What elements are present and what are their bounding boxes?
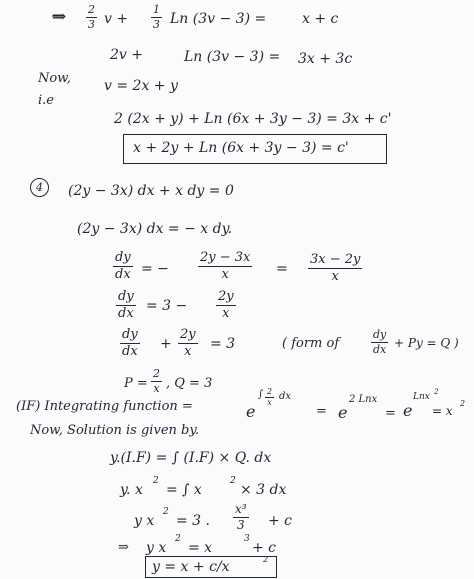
q-label: , Q = 3 [166, 376, 213, 391]
equation-line-1-rhs: x + c [302, 11, 339, 27]
fraction-numerator: 2y − 3x [200, 250, 251, 265]
fraction-numerator: dy [122, 327, 138, 342]
fraction-denominator: dx [118, 305, 134, 321]
fraction-denominator: dx [373, 342, 387, 356]
fraction-numerator: 2 [88, 3, 95, 16]
equation-line-2-lhs: 2v + [110, 47, 143, 63]
equation-line-15-lhs: y. x [120, 482, 143, 498]
form-note-end: + Py = Q ) [394, 336, 459, 350]
integrating-factor-label: (IF) Integrating function = [16, 399, 193, 414]
equation-line-17-c: + c [252, 540, 277, 556]
equation-line-1-log: Ln (3v − 3) = [170, 11, 267, 27]
equation-line-16-eq: = 3 . [176, 513, 210, 529]
substitution-equation: v = 2x + y [104, 78, 178, 94]
fraction-numerator: 2 [267, 387, 273, 396]
equation-line-10-eq: = 3 [210, 336, 236, 352]
fraction-numerator: 3x − 2y [310, 252, 361, 267]
equation-line-4: 2 (2x + y) + Ln (6x + 3y − 3) = 3x + c' [114, 111, 392, 127]
exp-term-3-sup: Lnx [413, 392, 430, 402]
exp-term-1: e [246, 402, 256, 421]
question-number: 4 [36, 181, 43, 194]
ie-label: i.e [38, 93, 54, 108]
implies-arrow: ⇒ [52, 7, 67, 27]
equation-line-15-rhs: = ∫ x [166, 482, 202, 498]
fraction-numerator: dy [115, 250, 131, 265]
fraction-numerator: 2 [153, 367, 160, 380]
equation-line-16-sup: 2 [163, 507, 169, 517]
fraction-denominator: x [184, 343, 192, 359]
solution-intro: Now, Solution is given by. [30, 423, 200, 438]
fraction-denominator: 3 [88, 17, 95, 31]
fraction-numerator: dy [118, 289, 134, 304]
equation-line-17-sup: 2 [175, 534, 181, 544]
fraction-denominator: x [153, 381, 160, 395]
equation-line-7: (2y − 3x) dx = − x dy. [77, 221, 233, 237]
equation-line-17-rhs: = x [188, 540, 213, 556]
fraction-numerator: 2y [218, 289, 234, 304]
equation-line-2-rhs: 3x + 3c [298, 51, 353, 67]
fraction-denominator: dx [115, 266, 131, 282]
exp-term-3: e [403, 401, 413, 420]
fraction-numerator: 1 [153, 3, 160, 16]
fraction-numerator: 2y [180, 327, 196, 342]
fraction-denominator: 3 [236, 517, 245, 532]
exp-term-3-sup2: 2 [434, 388, 439, 396]
equation-line-1-v: v + [104, 11, 129, 27]
fraction-denominator: x [331, 268, 339, 284]
equation-line-16-lhs: y x [134, 513, 155, 529]
exp-eq-1: = [316, 404, 327, 419]
exp-term-2: e [338, 403, 348, 422]
equation-line-6: (2y − 3x) dx + x dy = 0 [68, 183, 234, 199]
fraction-denominator: dx [122, 343, 138, 359]
p-label: P = [124, 376, 148, 391]
equation-line-14: y.(I.F) = ∫ (I.F) × Q. dx [110, 450, 272, 466]
fraction-numerator: x³ [235, 502, 247, 516]
form-note: ( form of [282, 336, 340, 351]
equation-line-9-eq: = 3 − [146, 298, 188, 314]
now-label: Now, [38, 71, 71, 86]
equation-line-17-lhs: y x [146, 540, 167, 556]
exp-term-1-dx: dx [279, 391, 292, 402]
equation-line-2-log: Ln (3v − 3) = [184, 49, 281, 65]
fraction-denominator: x [222, 305, 230, 321]
equation-line-17-rhs-sup: 3 [244, 534, 250, 544]
exp-result-sup: 2 [460, 399, 466, 408]
fraction-numerator: dy [373, 328, 387, 341]
equation-line-15-rhs-sup: 2 [230, 476, 236, 486]
equation-line-8-eq2: = [276, 261, 288, 277]
final-answer: y = x + c/x [152, 559, 230, 575]
equation-line-10-plus: + [160, 336, 172, 352]
boxed-equation-1: x + 2y + Ln (6x + 3y − 3) = c' [133, 140, 349, 156]
implies-arrow-2: ⇒ [118, 540, 129, 555]
equation-line-15-sup: 2 [153, 476, 159, 486]
fraction-denominator: x [267, 398, 272, 408]
fraction-denominator: x [221, 266, 229, 282]
exp-result: = x [432, 404, 453, 418]
exp-term-2-sup: 2 Lnx [349, 394, 378, 405]
fraction-denominator: 3 [153, 17, 160, 31]
equation-line-16-c: + c [268, 513, 293, 529]
equation-line-15-end: × 3 dx [240, 482, 287, 498]
final-answer-sup: 2 [263, 555, 269, 564]
exp-eq-2: = [385, 406, 396, 421]
equation-line-8-eq: = − [141, 261, 169, 277]
exp-term-1-integral: ∫ [258, 389, 264, 400]
